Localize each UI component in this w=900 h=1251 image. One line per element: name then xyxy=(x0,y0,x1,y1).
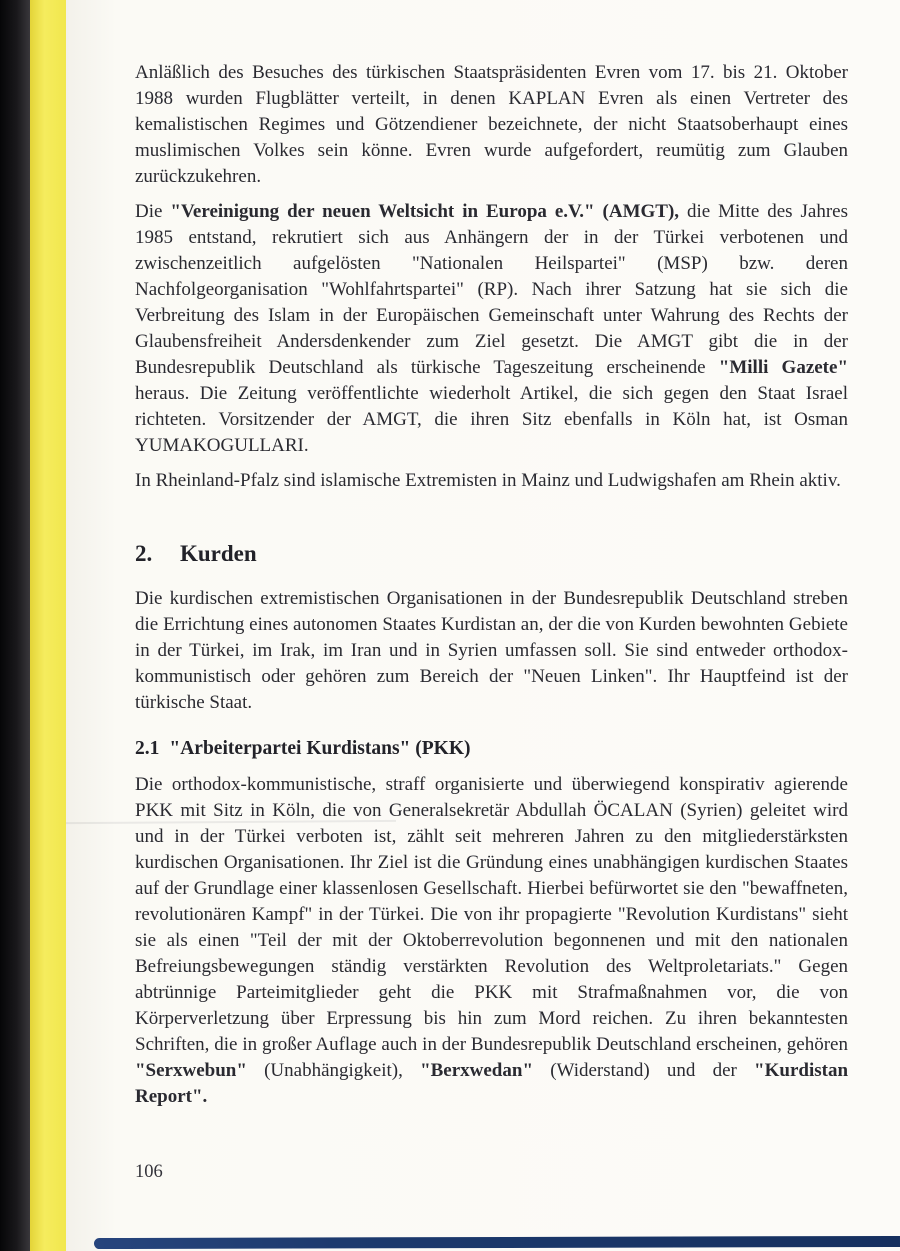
section-number: 2. xyxy=(135,541,153,566)
paragraph-kurdish-organisations: Die kurdischen extremistischen Organisationen in der Bundesrepublik Deutschland streben die Errichtung eines autonomen Staates Kurdistan an, der die von Kurden bewohnten Gebiete in der Türkei, im Irak, im Iran und in Syrien umfassen soll. Sie sind entweder orthodox-kommunistisch oder gehören zum Bereich der "Neuen Linken". Ihr Hauptfeind ist der türkische Staat. xyxy=(135,588,848,713)
subsection-number: 2.1 xyxy=(135,738,160,759)
paragraph-rheinland-pfalz: In Rheinland-Pfalz sind islamische Extremisten in Mainz und Ludwigshafen am Rhein aktiv. xyxy=(135,470,841,491)
page-edge-yellow-strip xyxy=(30,0,66,1251)
section-heading-kurden xyxy=(135,540,848,568)
paragraph-evren-leaflets: Anläßlich des Besuches des türkischen Staatspräsidenten Evren vom 17. bis 21. Oktober 1988 wurden Flugblätter verteilt, in denen KAPLAN Evren als einen Vertreter des kemalistischen Regimes und Götzendiener bezeichnete, der nicht Staatsoberhaupt eines muslimischen Volkes sein könne. Evren wurde aufgefordert, reumütig zum Glauben zurückzukehren. xyxy=(135,62,848,187)
scan-edge-black xyxy=(0,0,30,1251)
subsection-title: "Arbeiterpartei Kurdistans" (PKK) xyxy=(169,738,471,759)
next-page-edge-bar xyxy=(94,1236,900,1249)
section-title: Kurden xyxy=(180,541,257,566)
subsection-heading-pkk xyxy=(135,736,848,761)
paragraph-amgt: Die "Vereinigung der neuen Weltsicht in Europa e.V." (AMGT), die Mitte des Jahres 1985 entstand, rekrutiert sich aus Anhängern der in der Türkei verbotenen und zwischenzeitlich aufgelösten "Nationalen Heilspartei" (MSP) bzw. deren Nachfolgeorganisation "Wohlfahrtspartei" (RP). Nach ihrer Satzung hat sie sich die Verbreitung des Islam in der Europäischen Gemeinschaft unter Wahrung des Rechts der Glaubensfreiheit Andersdenkender zum Ziel gesetzt. Die AMGT gibt die in der Bundesrepublik Deutschland als türkische Tageszeitung erscheinende "Milli Gazete" heraus. Die Zeitung veröffentlichte wiederholt Artikel, die sich gegen den Staat Israel richteten. Vorsitzender der AMGT, die ihren Sitz ebenfalls in Köln hat, ist Osman YUMAKOGULLARI. xyxy=(135,201,849,456)
page-number: 106 xyxy=(135,1162,163,1182)
paragraph-pkk: Die orthodox-kommunistische, straff organisierte und überwiegend konspirativ agierende PKK mit Sitz in Köln, die von Generalsekretär Abdullah ÖCALAN (Syrien) geleitet wird und in der Türkei verboten ist, zählt seit mehreren Jahren zu den mitgliederstärksten kurdischen Organisationen. Ihr Ziel ist die Gründung eines unabhängigen kurdischen Staates auf der Grundlage einer klassenlosen Gesellschaft. Hierbei befürwortet sie den "bewaffneten, revolutionären Kampf" in der Türkei. Die von ihr propagierte "Revolution Kurdistans" sieht sie als einen "Teil der mit der Oktoberrevolution begonnenen und mit den nationalen Befreiungsbewegungen ständig verstärkten Revolution des Weltproletariats." Gegen abtrünnige Parteimitglieder geht die PKK mit Strafmaßnahmen vor, die von Körperverletzung über Erpressung bis hin zum Mord reichen. Zu ihren bekanntesten Schriften, die in großer Auflage auch in der Bundesrepublik Deutschland erscheinen, gehören "Serxwebun" (Unabhängigkeit), "Berxwedan" (Widerstand) und der "Kurdistan Report". xyxy=(135,774,849,1107)
text-block xyxy=(135,60,848,1119)
document-page xyxy=(66,0,900,1251)
